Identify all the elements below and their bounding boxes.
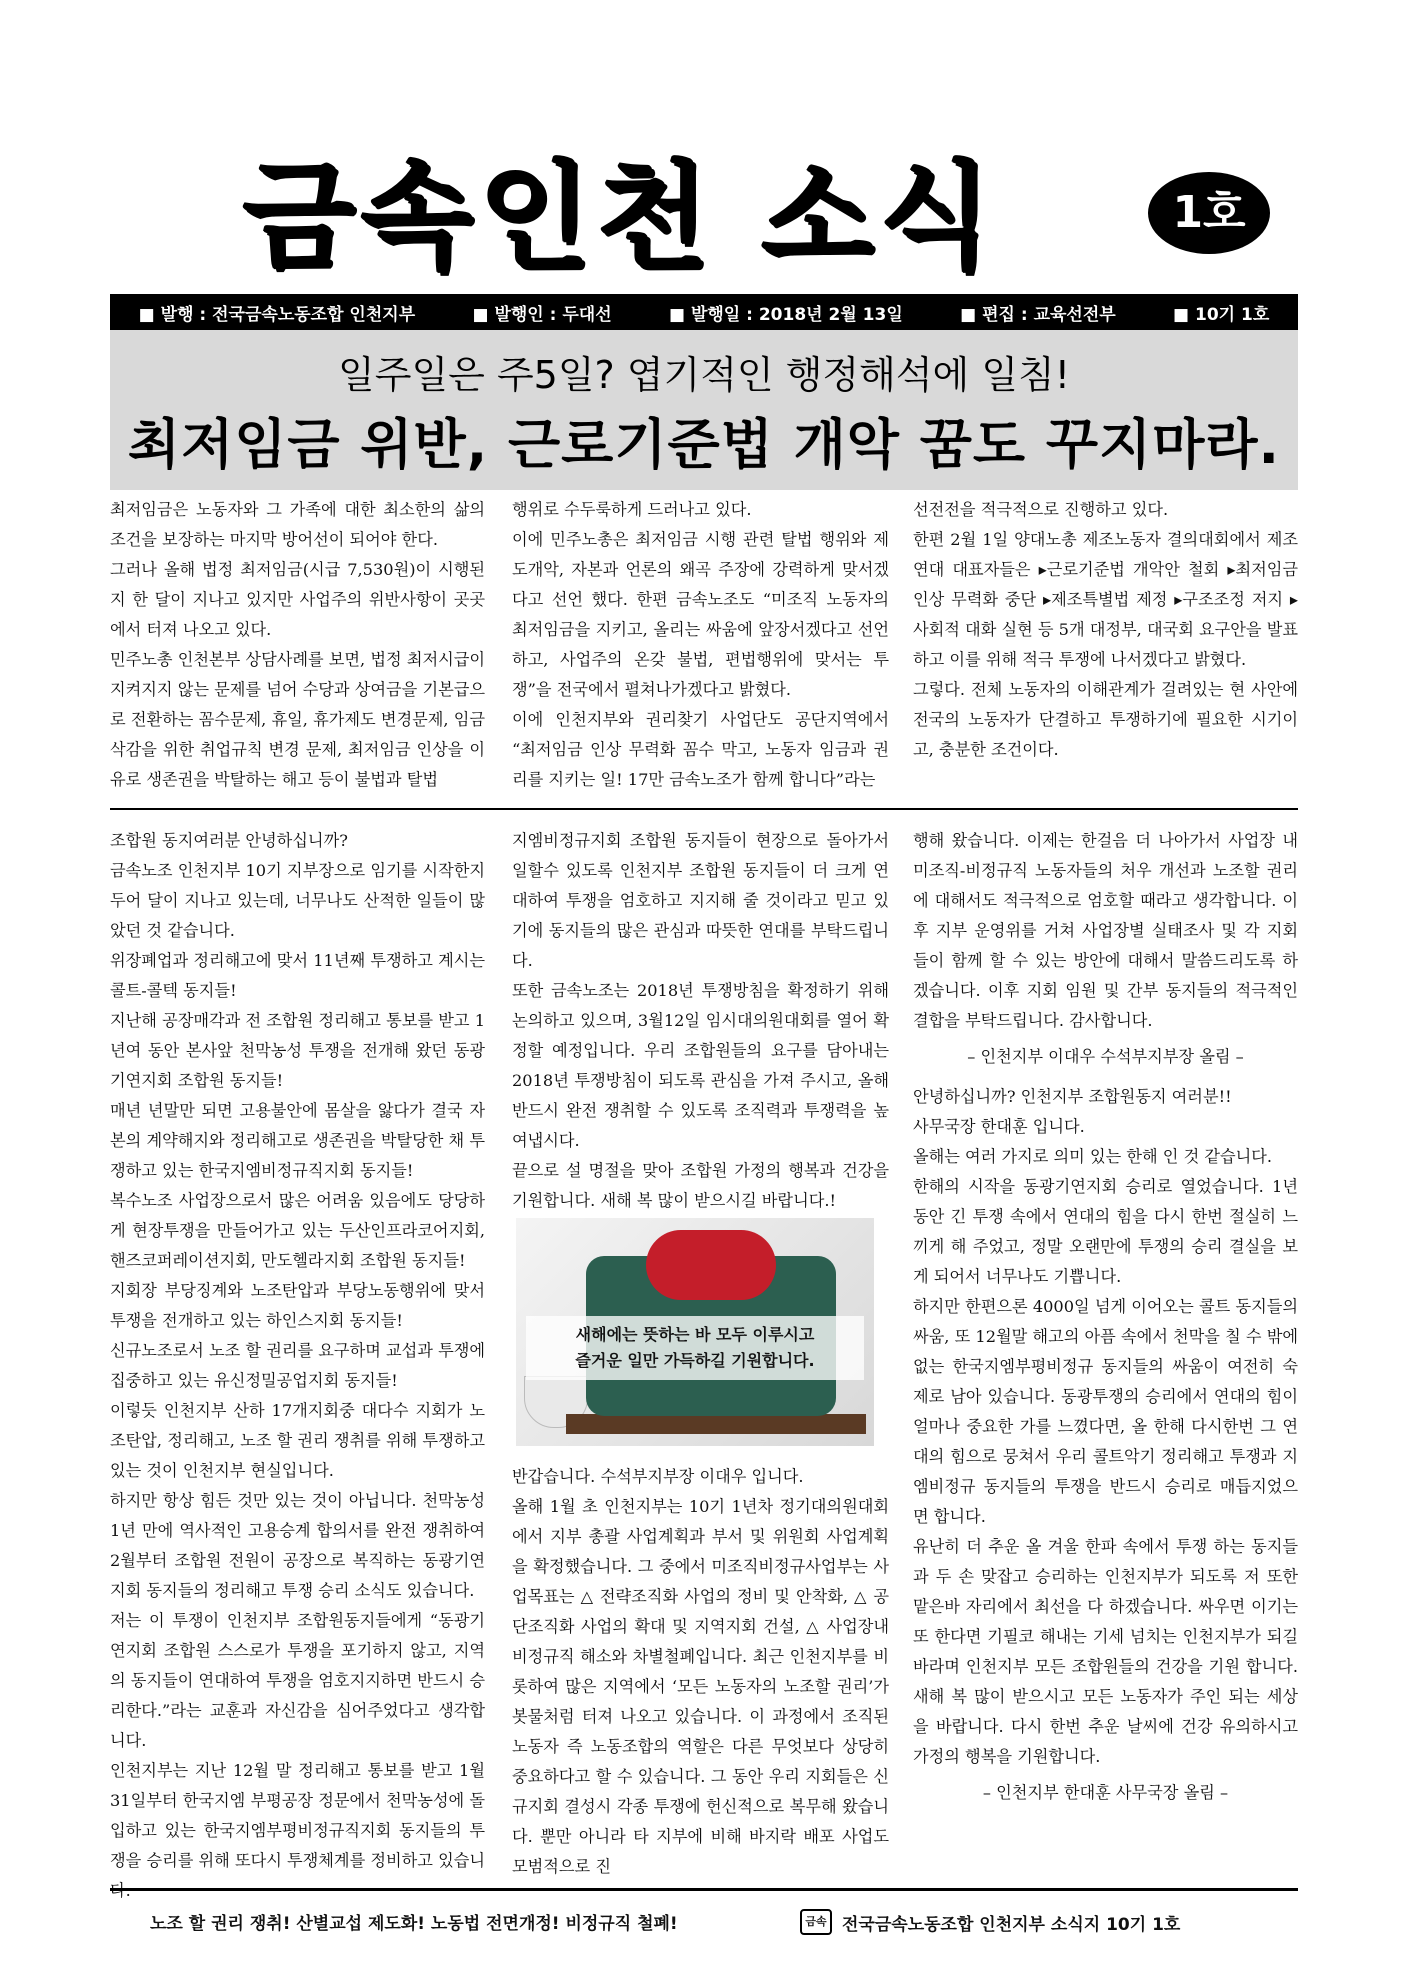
paragraph: 하지만 한편으론 4000일 넘게 이어오는 콜트 동지들의 싸움, 또 12월말 해고의 아픔 속에서 천막을 칠 수 밖에 없는 한국지엠부평비정규 동지들의 싸움이 여전히 숙제로 남아 있습니다. 동광투쟁의 승리에서 연대의 힘이 얼마나 중요한 가를 느꼈다면, 올 한해 다시한번 그 연대의 힘으로 뭉쳐서 우리 콜트악기 정리해고 투쟁과 지엠비정규 동지들의 투쟁을 반드시 승리로 매듭지었으면 합니다.	[913, 1297, 1298, 1526]
publication-info-bar	[110, 294, 1298, 330]
paragraph: 최저임금은 노동자와 그 가족에 대한 최소한의 삶의 조건을 보장하는 마지막 방어선이 되어야 한다.	[110, 500, 485, 549]
paragraph: 하지만 항상 힘든 것만 있는 것이 아닙니다. 천막농성 1년 만에 역사적인 고용승계 합의서를 완전 쟁취하여 2월부터 조합원 전원이 공장으로 복직하는 동광기연지회 동지들의 정리해고 투쟁 승리 소식도 있습니다.	[110, 1491, 485, 1600]
new-year-gift-photo	[516, 1218, 874, 1446]
footer-publisher	[800, 1909, 1180, 1935]
paragraph: 행위로 수두룩하게 드러나고 있다.	[512, 500, 752, 519]
info-date: ■ 발행일 : 2018년 2월 13일	[669, 300, 903, 325]
ribbon-bow-shape	[646, 1230, 776, 1300]
paragraph: 그렇다. 전체 노동자의 이해관계가 걸려있는 현 사안에 전국의 노동자가 단결하고 투쟁하기에 필요한 시기이고, 충분한 조건이다.	[913, 680, 1298, 759]
info-editor: ■ 편집 : 교육선전부	[960, 300, 1116, 325]
paragraph: 저는 이 투쟁이 인천지부 조합원동지들에게 “동광기연지회 조합원 스스로가 투쟁을 포기하지 않고, 지역의 동지들이 연대하여 투쟁을 엄호지지하면 반드시 승리한다.”라는 교훈과 자신감을 심어주었다고 생각합니다.	[110, 1611, 485, 1750]
tray-shape	[566, 1414, 866, 1434]
photo-caption-line: 새해에는 뜻하는 바 모두 이루시고	[575, 1325, 815, 1344]
signature-secretary-general: – 인천지부 한대훈 사무국장 올림 –	[982, 1783, 1229, 1802]
footer-slogan: 노조 할 권리 쟁취! 산별교섭 제도화! 노동법 전면개정! 비정규직 철폐!	[150, 1914, 678, 1934]
info-publisher: ■ 발행 : 전국금속노동조합 인천지부	[139, 300, 415, 325]
signature-vice-president: – 인천지부 이대우 수석부지부장 올림 –	[967, 1047, 1244, 1066]
article1-col1	[110, 495, 485, 795]
paragraph: 반갑습니다. 수석부지부장 이대우 입니다.	[512, 1467, 804, 1486]
article1-col3	[913, 495, 1298, 765]
paragraph: 안녕하십니까? 인천지부 조합원동지 여러분!!	[913, 1087, 1232, 1106]
footer	[110, 1888, 1298, 1953]
article2-col2-top	[512, 826, 889, 1262]
paragraph: 복수노조 사업장으로서 많은 어려움 있음에도 당당하게 현장투쟁을 만들어가고 있는 두산인프라코어지회, 핸즈코퍼레이션지회, 만도헬라지회 조합원 동지들!	[110, 1191, 485, 1270]
union-logo-icon: 금속	[800, 1909, 832, 1935]
paragraph: 조합원 동지여러분 안녕하십니까?	[110, 831, 348, 850]
paragraph: 한해의 시작을 동광기연지회 승리로 열었습니다. 1년 동안 긴 투쟁 속에서 연대의 힘을 다시 한번 절실히 느끼게 해 주었고, 정말 오랜만에 투쟁의 승리 결실을 보게 되어서 너무나도 기쁩니다.	[913, 1177, 1298, 1286]
paragraph: 위장폐업과 정리해고에 맞서 11년째 투쟁하고 계시는 콜트-콜텍 동지들!	[110, 951, 485, 1000]
paragraph: 신규노조로서 노조 할 권리를 요구하며 교섭과 투쟁에 집중하고 있는 유신정밀공업지회 동지들!	[110, 1341, 485, 1390]
paragraph: 이에 인천지부와 권리찾기 사업단도 공단지역에서 “최저임금 인상 무력화 꼼수 막고, 노동자 임금과 권리를 지키는 일! 17만 금속노조가 함께 합니다”라는	[512, 710, 889, 789]
footer-publisher-text: 전국금속노동조합 인천지부 소식지 10기 1호	[842, 1914, 1181, 1935]
photo-caption	[526, 1316, 864, 1380]
paragraph: 그러나 올해 법정 최저임금(시급 7,530원)이 시행된 지 한 달이 지나고 있지만 사업주의 위반사항이 곳곳에서 터져 나오고 있다.	[110, 560, 485, 639]
paragraph: 선전전을 적극적으로 진행하고 있다.	[913, 500, 1169, 519]
paragraph: 한편 2월 1일 양대노총 제조노동자 결의대회에서 제조연대 대표자들은 ▸근로기준법 개악안 철회 ▸최저임금인상 무력화 중단 ▸제조특별법 제정 ▸구조조정 저지 ▸사회적 대화 실현 등 5개 대정부, 대국회 요구안을 발표하고 이를 위해 적극 투쟁에 나서겠다고 밝혔다.	[913, 530, 1298, 669]
masthead-title: 금속인천 소식	[242, 150, 998, 285]
paragraph: 인천지부는 지난 12월 말 정리해고 통보를 받고 1월 31일부터 한국지엠 부평공장 정문에서 천막농성에 돌입하고 있는 한국지엠부평비정규직지회 동지들의 투쟁을 승리를 위해 또다시 투쟁체계를 정비하고 있습니다.	[110, 1761, 485, 1900]
paragraph: 올해 1월 초 인천지부는 10기 1년차 정기대의원대회에서 지부 총괄 사업계획과 부서 및 위원회 사업계획을 확정했습니다. 그 중에서 미조직비정규사업부는 사업목표는 △ 전략조직화 사업의 정비 및 안착화, △ 공단조직화 사업의 확대 및 지역지회 건설, △ 사업장내 비정규직 해소와 차별철폐입니다. 최근 인천지부를 비롯하여 많은 지역에서 ‘모든 노동자의 노조할 권리’가 봇물처럼 터져 나오고 있습니다. 이 과정에서 조직된 노동자 즉 노동조합의 역할은 다른 무엇보다 상당히 중요하다고 할 수 있습니다. 그 동안 우리 지회들은 신규지회 결성시 각종 투쟁에 헌신적으로 복무해 왔습니다. 뿐만 아니라 타 지부에 비해 바지락 배포 사업도 모범적으로 진	[512, 1497, 889, 1876]
paragraph: 끝으로 설 명절을 맞아 조합원 가정의 행복과 건강을 기원합니다. 새해 복 많이 받으시길 바랍니다.!	[512, 1161, 889, 1210]
paragraph: 지엠비정규지회 조합원 동지들이 현장으로 돌아가서 일할수 있도록 인천지부 조합원 동지들이 더 크게 연대하여 투쟁을 엄호하고 지지해 줄 것이라고 믿고 있기에 동지들의 많은 관심과 따뜻한 연대를 부탁드립니다.	[512, 831, 889, 970]
paragraph: 유난히 더 추운 올 겨울 한파 속에서 투쟁 하는 동지들과 두 손 맞잡고 승리하는 인천지부가 되도록 저 또한 맡은바 자리에서 최선을 다 하겠습니다. 싸우면 이기는 또 한다면 기필코 해내는 기세 넘치는 인천지부가 되길 바라며 인천지부 모든 조합원들의 건강을 기원 합니다. 새해 복 많이 받으시고 모든 노동자가 주인 되는 세상을 바랍니다. 다시 한번 추운 날씨에 건강 유의하시고 가정의 행복을 기원합니다.	[913, 1537, 1298, 1766]
paragraph: 매년 년말만 되면 고용불안에 몸살을 앓다가 결국 자본의 계약해지와 정리해고로 생존권을 박탈당한 채 투쟁하고 있는 한국지엠비정규직지회 동지들!	[110, 1101, 485, 1180]
paragraph: 민주노총 인천본부 상담사례를 보면, 법정 최저시급이 지켜지지 않는 문제를 넘어 수당과 상여금을 기본급으로 전환하는 꼼수문제, 휴일, 휴가제도 변경문제, 임금 삭감을 위한 취업규칙 변경 문제, 최저임금 인상을 이유로 생존권을 박탈하는 해고 등이 불법과 탈법	[110, 650, 485, 789]
issue-badge: 1호	[1148, 172, 1270, 254]
article2-col1	[110, 826, 485, 1906]
section-divider	[110, 808, 1298, 810]
paragraph: 이에 민주노총은 최저임금 시행 관련 탈법 행위와 제도개악, 자본과 언론의 왜곡 주장에 강력하게 맞서겠다고 선언 했다. 한편 금속노조도 “미조직 노동자의 최저임금을 지키고, 올리는 싸움에 앞장서겠다고 선언하고, 사업주의 온갖 불법, 편법행위에 맞서는 투쟁”을 전국에서 펼쳐나가겠다고 밝혔다.	[512, 530, 889, 699]
paragraph: 이렇듯 인천지부 산하 17개지회중 대다수 지회가 노조탄압, 정리해고, 노조 할 권리 쟁취를 위해 투쟁하고 있는 것이 인천지부 현실입니다.	[110, 1401, 485, 1480]
masthead	[0, 150, 1403, 285]
article2-col2-bottom	[512, 1462, 889, 1882]
paragraph: 또한 금속노조는 2018년 투쟁방침을 확정하기 위해 논의하고 있으며, 3월12일 임시대의원대회를 열어 확정할 예정입니다. 우리 조합원들의 요구를 담아내는 2018년 투쟁방침이 되도록 관심을 가져 주시고, 올해 반드시 완전 쟁취할 수 있도록 조직력과 투쟁력을 높여냅시다.	[512, 981, 889, 1150]
article2-col3	[913, 826, 1298, 1818]
paragraph: 금속노조 인천지부 10기 지부장으로 임기를 시작한지 두어 달이 지나고 있는데, 너무나도 산적한 일들이 많았던 것 같습니다.	[110, 861, 485, 940]
main-headline: 최저임금 위반, 근로기준법 개악 꿈도 꾸지마라.	[127, 413, 1281, 476]
photo-caption-line: 즐거운 일만 가득하길 기원합니다.	[575, 1351, 815, 1370]
article1-col2	[512, 495, 889, 795]
sub-headline: 일주일은 주5일? 엽기적인 행정해석에 일침!	[338, 353, 1070, 397]
paragraph: 사무국장 한대훈 입니다.	[913, 1117, 1085, 1136]
info-issue: ■ 10기 1호	[1173, 300, 1269, 325]
headline-box	[110, 330, 1298, 490]
paragraph: 지난해 공장매각과 전 조합원 정리해고 통보를 받고 1년여 동안 본사앞 천막농성 투쟁을 전개해 왔던 동광기연지회 조합원 동지들!	[110, 1011, 485, 1090]
paragraph: 지회장 부당징계와 노조탄압과 부당노동행위에 맞서 투쟁을 전개하고 있는 하인스지회 동지들!	[110, 1281, 485, 1330]
paragraph: 올해는 여러 가지로 의미 있는 한해 인 것 같습니다.	[913, 1147, 1273, 1166]
info-issuer: ■ 발행인 : 두대선	[472, 300, 611, 325]
paragraph: 행해 왔습니다. 이제는 한걸음 더 나아가서 사업장 내 미조직-비정규직 노동자들의 처우 개선과 노조할 권리에 대해서도 적극적으로 엄호할 때라고 생각합니다. 이후 지부 운영위를 거쳐 사업장별 실태조사 및 각 지회들이 함께 할 수 있는 방안에 대해서 말씀드리도록 하겠습니다. 이후 지회 임원 및 간부 동지들의 적극적인 결합을 부탁드립니다. 감사합니다.	[913, 831, 1298, 1030]
